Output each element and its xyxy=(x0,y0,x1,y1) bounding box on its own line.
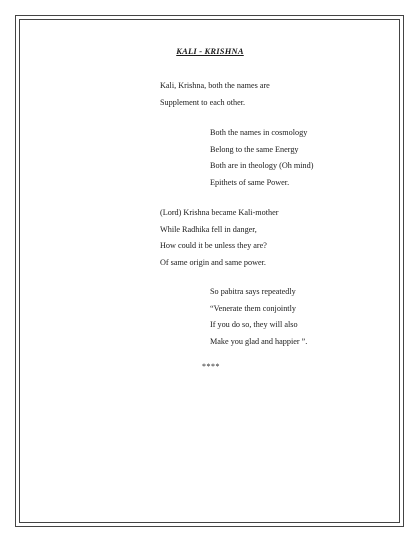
stanza-1 xyxy=(160,78,270,111)
stanza-2 xyxy=(210,125,313,191)
poem-line: So pabitra says repeatedly xyxy=(210,287,296,296)
poem-line: Make you glad and happier ”. xyxy=(210,336,308,346)
poem-line: While Radhika fell in danger, xyxy=(160,224,257,234)
poem-line: Belong to the same Energy xyxy=(210,144,299,154)
poem-line: Both are in theology (Oh mind) xyxy=(210,161,314,170)
poem-title: KALI - KRISHNA xyxy=(176,46,244,56)
stanza-4 xyxy=(210,284,307,350)
poem-line: If you do so, they will also xyxy=(210,320,298,329)
ending-mark: **** xyxy=(202,362,220,371)
poem-line: Epithets of same Power. xyxy=(210,177,290,187)
poem-line: Both the names in cosmology xyxy=(210,128,308,137)
poem-line: How could it be unless they are? xyxy=(160,241,267,250)
poem-line: (Lord) Krishna became Kali-mother xyxy=(160,208,279,217)
poem-line: “Venerate them conjointly xyxy=(210,303,296,313)
poem-line: Supplement to each other. xyxy=(160,97,246,107)
poem-line: Kali, Krishna, both the names are xyxy=(160,81,270,90)
poem-line: Of same origin and same power. xyxy=(160,257,266,267)
stanza-3 xyxy=(160,205,278,271)
